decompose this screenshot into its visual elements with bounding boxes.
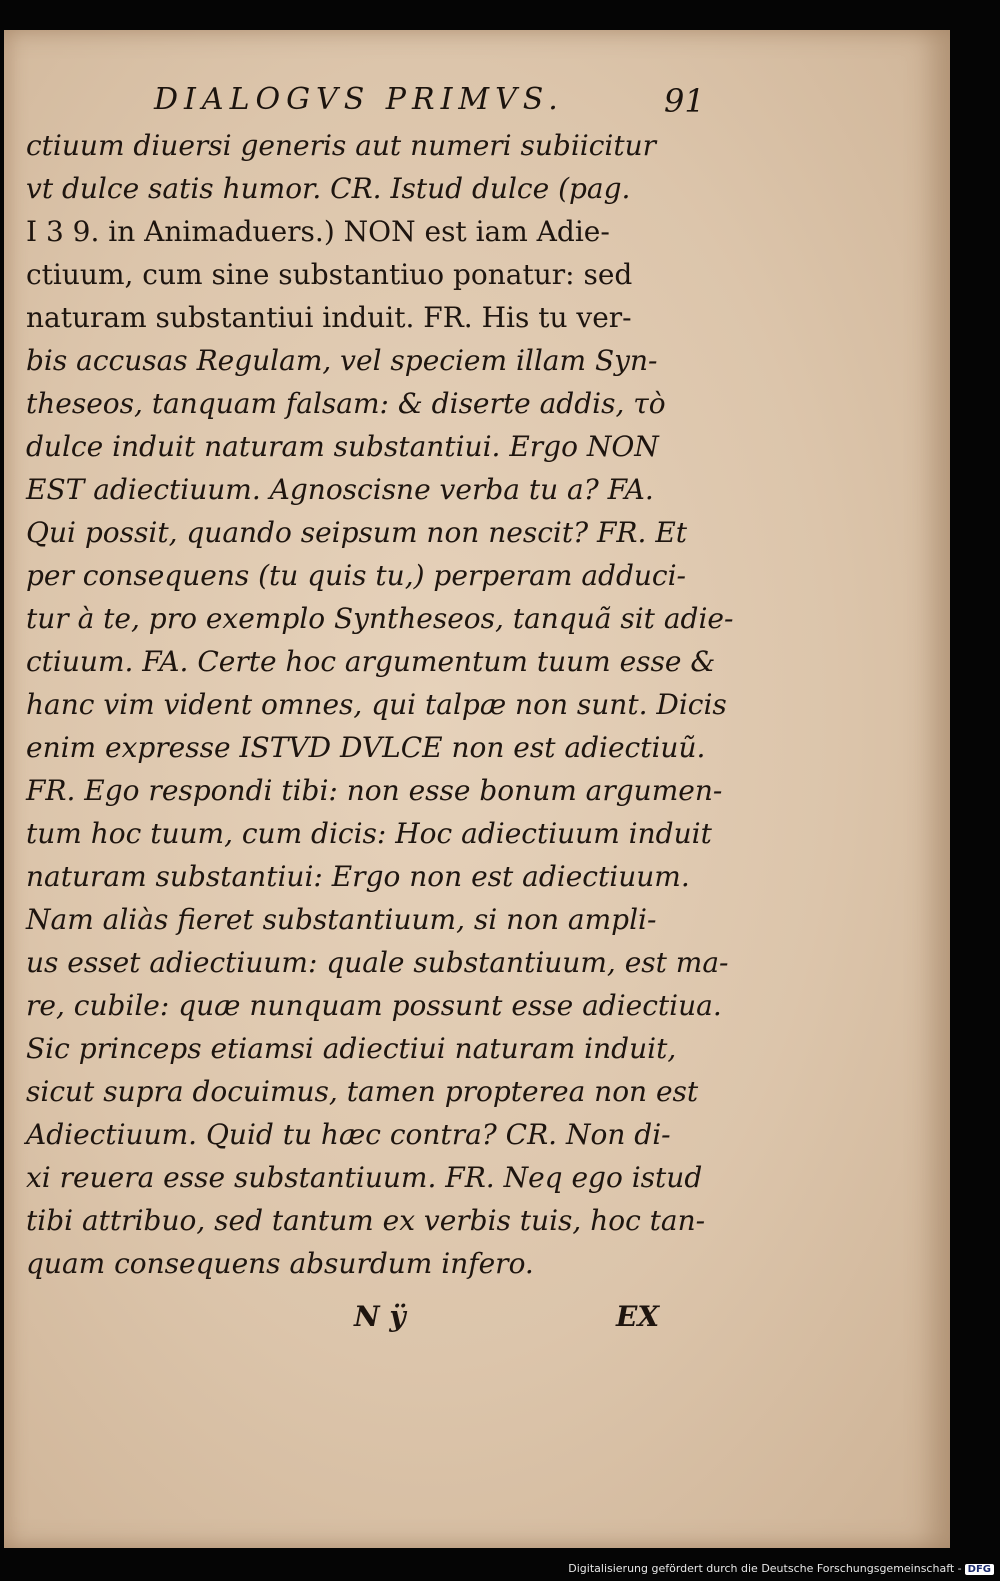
text-line: theseos, tanquam falsam: & diserte addis, τὸ [26,387,666,420]
credit-text: Digitalisierung gefördert durch die Deutsche Forschungsgemeinschaft - [568,1562,962,1575]
text-line: bis accusas Regulam, vel speciem illam Syn- [26,344,658,377]
text-line: hanc vim vident omnes, qui talpæ non sunt. Dicis [26,688,727,721]
text-line: per consequens (tu quis tu,) perperam adduci- [26,559,686,592]
text-line: ctiuum. FA. Certe hoc argumentum tuum esse & [26,645,716,678]
text-line: tibi attribuo, sed tantum ex verbis tuis, hoc tan- [26,1204,706,1237]
text-line: EST adiectiuum. Agnoscisne verba tu a? FA. [26,473,654,506]
text-line: quam consequens absurdum infero. [26,1247,534,1280]
text-line: Nam aliàs fieret substantiuum, si non ampli- [26,903,657,936]
digitization-credit [568,1562,994,1575]
text-line: enim expresse ISTVD DVLCE non est adiectiuũ. [26,731,706,764]
text-line: ctiuum diuersi generis aut numeri subiicitur [26,129,657,162]
text-line: tur à te, pro exemplo Syntheseos, tanquã sit adie- [26,602,734,635]
text-line: I 3 9. in Animaduers.) NON est iam Adie- [26,215,610,248]
text-line: vt dulce satis humor. CR. Istud dulce (pag. [26,172,631,205]
text-line: tum hoc tuum, cum dicis: Hoc adiectiuum induit [26,817,712,850]
catchword: EX [616,1300,660,1333]
page-footer [354,1300,694,1340]
text-line: us esset adiectiuum: quale substantiuum, est ma- [26,946,729,979]
body-text [26,124,734,1285]
text-line: Sic princeps etiamsi adiectiui naturam induit, [26,1032,677,1065]
text-line: naturam substantiui induit. FR. His tu ver- [26,301,632,334]
text-line: ctiuum, cum sine substantiuo ponatur: sed [26,258,633,291]
signature-mark: N ÿ [354,1300,406,1333]
text-line: dulce induit naturam substantiui. Ergo NON [26,430,659,463]
running-head: DIALOGVS PRIMVS. [154,82,564,117]
text-line: Qui possit, quando seipsum non nescit? FR. Et [26,516,688,549]
book-page [4,30,950,1548]
text-line: naturam substantiui: Ergo non est adiectiuum. [26,860,690,893]
page-header [144,82,724,122]
text-line: xi reuera esse substantiuum. FR. Neq ego istud [26,1161,703,1194]
text-line: FR. Ego respondi tibi: non esse bonum argumen- [26,774,723,807]
text-line: re, cubile: quæ nunquam possunt esse adiectiua. [26,989,722,1022]
page-number: 91 [664,82,705,120]
text-line: sicut supra docuimus, tamen propterea non est [26,1075,699,1108]
text-line: Adiectiuum. Quid tu hæc contra? CR. Non di- [26,1118,671,1151]
dfg-logo: DFG [965,1564,994,1575]
